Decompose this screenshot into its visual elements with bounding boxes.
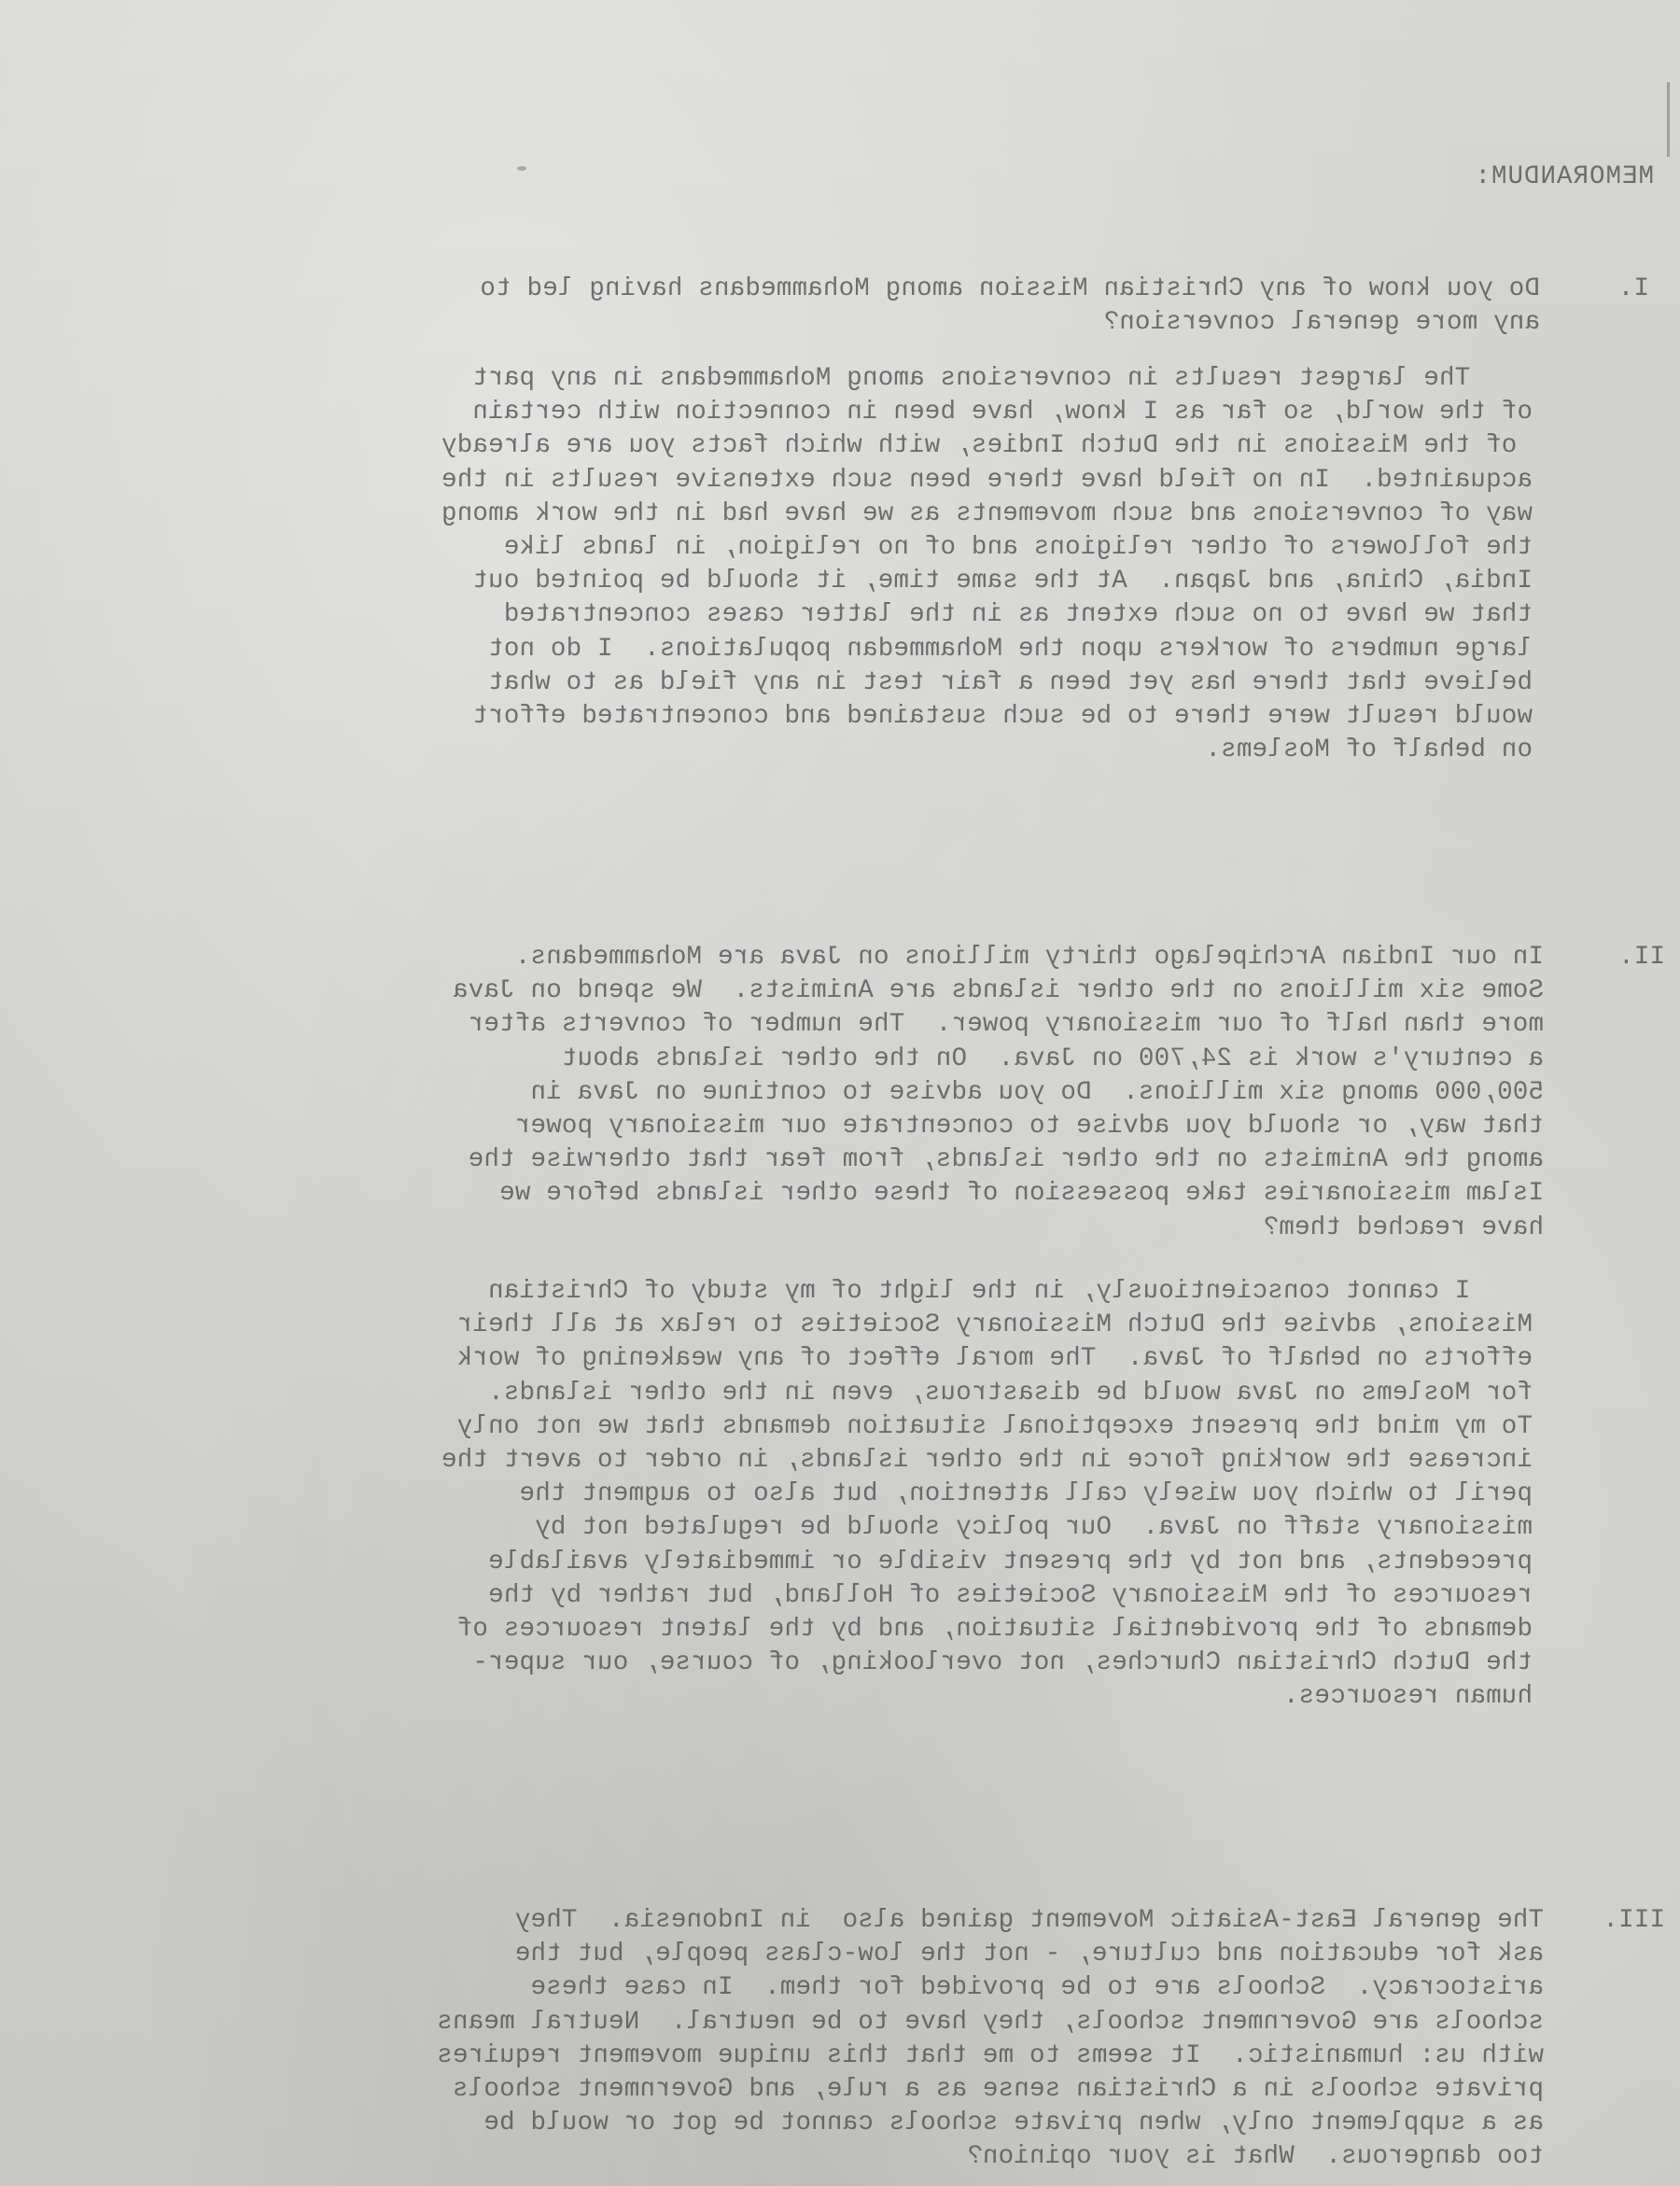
text-line: In our Indian Archipelago thirty millions on Java are Mohammedans. [514, 943, 1544, 972]
text-line: among the Animists on the other islands, from fear that otherwise the [468, 1145, 1544, 1175]
section-1-answer [58, 362, 1533, 767]
text-line: a century's work is 24,700 on Java. On the other islands about [561, 1044, 1544, 1073]
text-line: To my mind the present exceptional situation demands that we not only [456, 1411, 1533, 1441]
text-line: as a supplement only, when private schools cannot be got or would be [483, 2109, 1544, 2138]
text-line: India, China, and Japan. At the same time, it should be pointed out [472, 567, 1533, 596]
text-line: Islam missionaries take possession of these other islands before we [498, 1179, 1544, 1209]
text-line: precedents, and not by the present visible or immediately available [487, 1547, 1533, 1576]
text-line: Some six millions on the other islands are Animists. We spend on Java [452, 976, 1544, 1006]
text-line: I cannot conscientiously, in the light of my study of Christian [487, 1277, 1533, 1306]
text-line: the Dutch Christian Churches, not overlooking, of course, our super- [472, 1648, 1533, 1678]
text-line: too dangerous. What is your opinion? [967, 2142, 1544, 2172]
text-line: Missions, advise the Dutch Missionary Societies to relax at all their [456, 1310, 1533, 1340]
text-line: Do you know of any Christian Mission among Mohammedans having led to [480, 274, 1540, 303]
memo-heading: MEMORANDUM: [1474, 162, 1654, 191]
text-line: 500,000 among six millions. Do you advise to continue on Java in [530, 1077, 1544, 1107]
section-2-answer [58, 1275, 1533, 1714]
text-line: of the world, so far as I know, have been in connection with certain [472, 398, 1533, 427]
text-line: with us: humanistic. It seems to me that this unique movement requires [437, 2040, 1544, 2070]
section-3-question [69, 1904, 1544, 2175]
ink-smudge [517, 166, 526, 171]
text-line: schools are Government schools, they have to be neutral. Neutral means [437, 2007, 1544, 2037]
text-line: would result were there to be such sustained and concentrated effort [472, 701, 1533, 731]
text-line: resources of the Missionary Societies of Holland, but rather by the [487, 1580, 1533, 1610]
section-1-question [65, 273, 1540, 340]
text-line: missionary staff on Java. Our policy should be regulated not by [535, 1513, 1533, 1543]
text-line: acquainted. In no field have there been such extensive results in the [441, 465, 1533, 495]
text-line: that way, or should you advise to concentrate our missionary power [514, 1111, 1544, 1141]
text-line: for Moslems on Java would be disastrous, even in the other islands. [487, 1378, 1533, 1408]
text-line: aristocracy. Schools are to be provided for them. In case these [530, 1973, 1544, 2003]
section-3-number: III. [1603, 1906, 1665, 1935]
text-line: have reached them? [1263, 1212, 1544, 1242]
text-line: The general East-Asiatic Movement gained also in Indonesia. They [514, 1906, 1544, 1935]
section-2-question [69, 941, 1544, 1245]
text-line: human resources. [1282, 1682, 1533, 1712]
text-line: efforts on behalf of Java. The moral effect of any weakening of work [456, 1344, 1533, 1374]
section-1-number: I. [1617, 274, 1649, 303]
text-line: any more general conversion? [1103, 308, 1540, 338]
text-line: on behalf of Moslems. [1205, 736, 1533, 765]
text-line: more than half of our missionary power. The number of converts after [468, 1010, 1544, 1040]
text-line: way of conversions and such movements as we have had in the work among [441, 498, 1533, 528]
text-line: increase the working force in the other islands, in order to avert the [441, 1445, 1533, 1475]
text-line: the followers of other religions and of no religion, in lands like [503, 532, 1533, 562]
text-line: that we have to no such extent as in the latter cases concentrated [503, 600, 1533, 630]
text-line: demands of the providential situation, and by the latent resources of [456, 1614, 1533, 1644]
text-line: of the Missions in the Dutch Indies, with which facts you are already [441, 431, 1533, 461]
text-line: private schools in a Christian sense as a rule, and Government schools [452, 2074, 1544, 2104]
text-line: The largest results in conversions among Mohammedans in any part [472, 364, 1533, 393]
text-line: ask for education and culture, - not the low-class people, but the [514, 1940, 1544, 1969]
text-line: believe that there has yet been a fair test in any field as to what [487, 667, 1533, 697]
section-2-number: II. [1617, 943, 1665, 972]
text-line: peril to which you wisely call attention, but also to augment the [519, 1479, 1533, 1509]
text-line: large numbers of workers upon the Mohammedan populations. I do not [487, 634, 1533, 664]
